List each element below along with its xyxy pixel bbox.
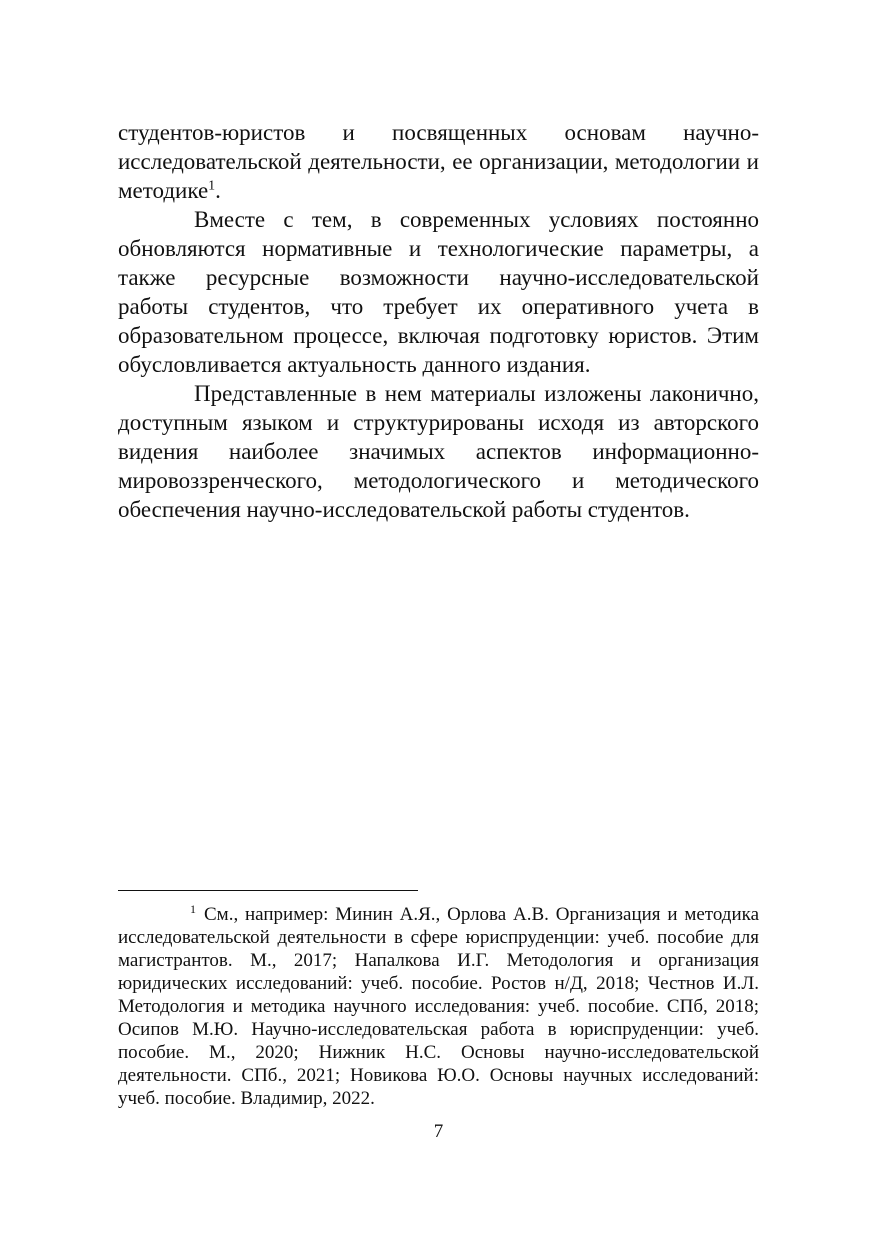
footnote-text: См., например: Минин А.Я., Орлова А.В. Организация и методика исследовательской деятельности в сфере юриспруденции: учеб. пособие для магистрантов. М., 2017; Напалкова И.Г. Методология и организация юридических исследований: учеб. пособие. Ростов н/Д, 2018; Честнов И.Л. Методология и методика научного исследования: учеб. пособие. СПб, 2018; Осипов М.Ю. Научно-исследовательская работа в юриспруденции: учеб. пособие. М., 2020; Нижник Н.С. Основы научно-исследовательской деятельности. СПб., 2021; Новикова Ю.О. Основы научных исследований: учеб. пособие. Владимир, 2022. <box>118 904 759 1109</box>
paragraph-1-end: . <box>215 178 221 203</box>
paragraph-3: Представленные в нем материалы изложены лаконично, доступным языком и структурированы исходя из авторского видения наиболее значимых аспектов информационно-мировоззренческого, методологического и методического обеспечения научно-исследовательской работы студентов. <box>118 381 759 522</box>
main-text <box>118 118 759 524</box>
paragraph-1 <box>118 118 759 205</box>
footnote <box>118 903 759 1110</box>
footnote-reference[interactable]: 1 <box>208 178 216 194</box>
footnote-marker: 1 <box>190 901 196 916</box>
paragraph-2: Вместе с тем, в современных условиях постоянно обновляются нормативные и технологические параметры, а также ресурсные возможности научно-исследовательской работы студентов, что требует их оперативного учета в образовательном процессе, включая подготовку юристов. Этим обусловливается актуальность данного издания. <box>118 207 759 377</box>
footnote-divider <box>118 890 418 891</box>
page-number: 7 <box>433 1121 444 1142</box>
paragraph-1-text: студентов-юристов и посвященных основам научно-исследовательской деятельности, ее организации, методологии и методике <box>118 120 759 203</box>
